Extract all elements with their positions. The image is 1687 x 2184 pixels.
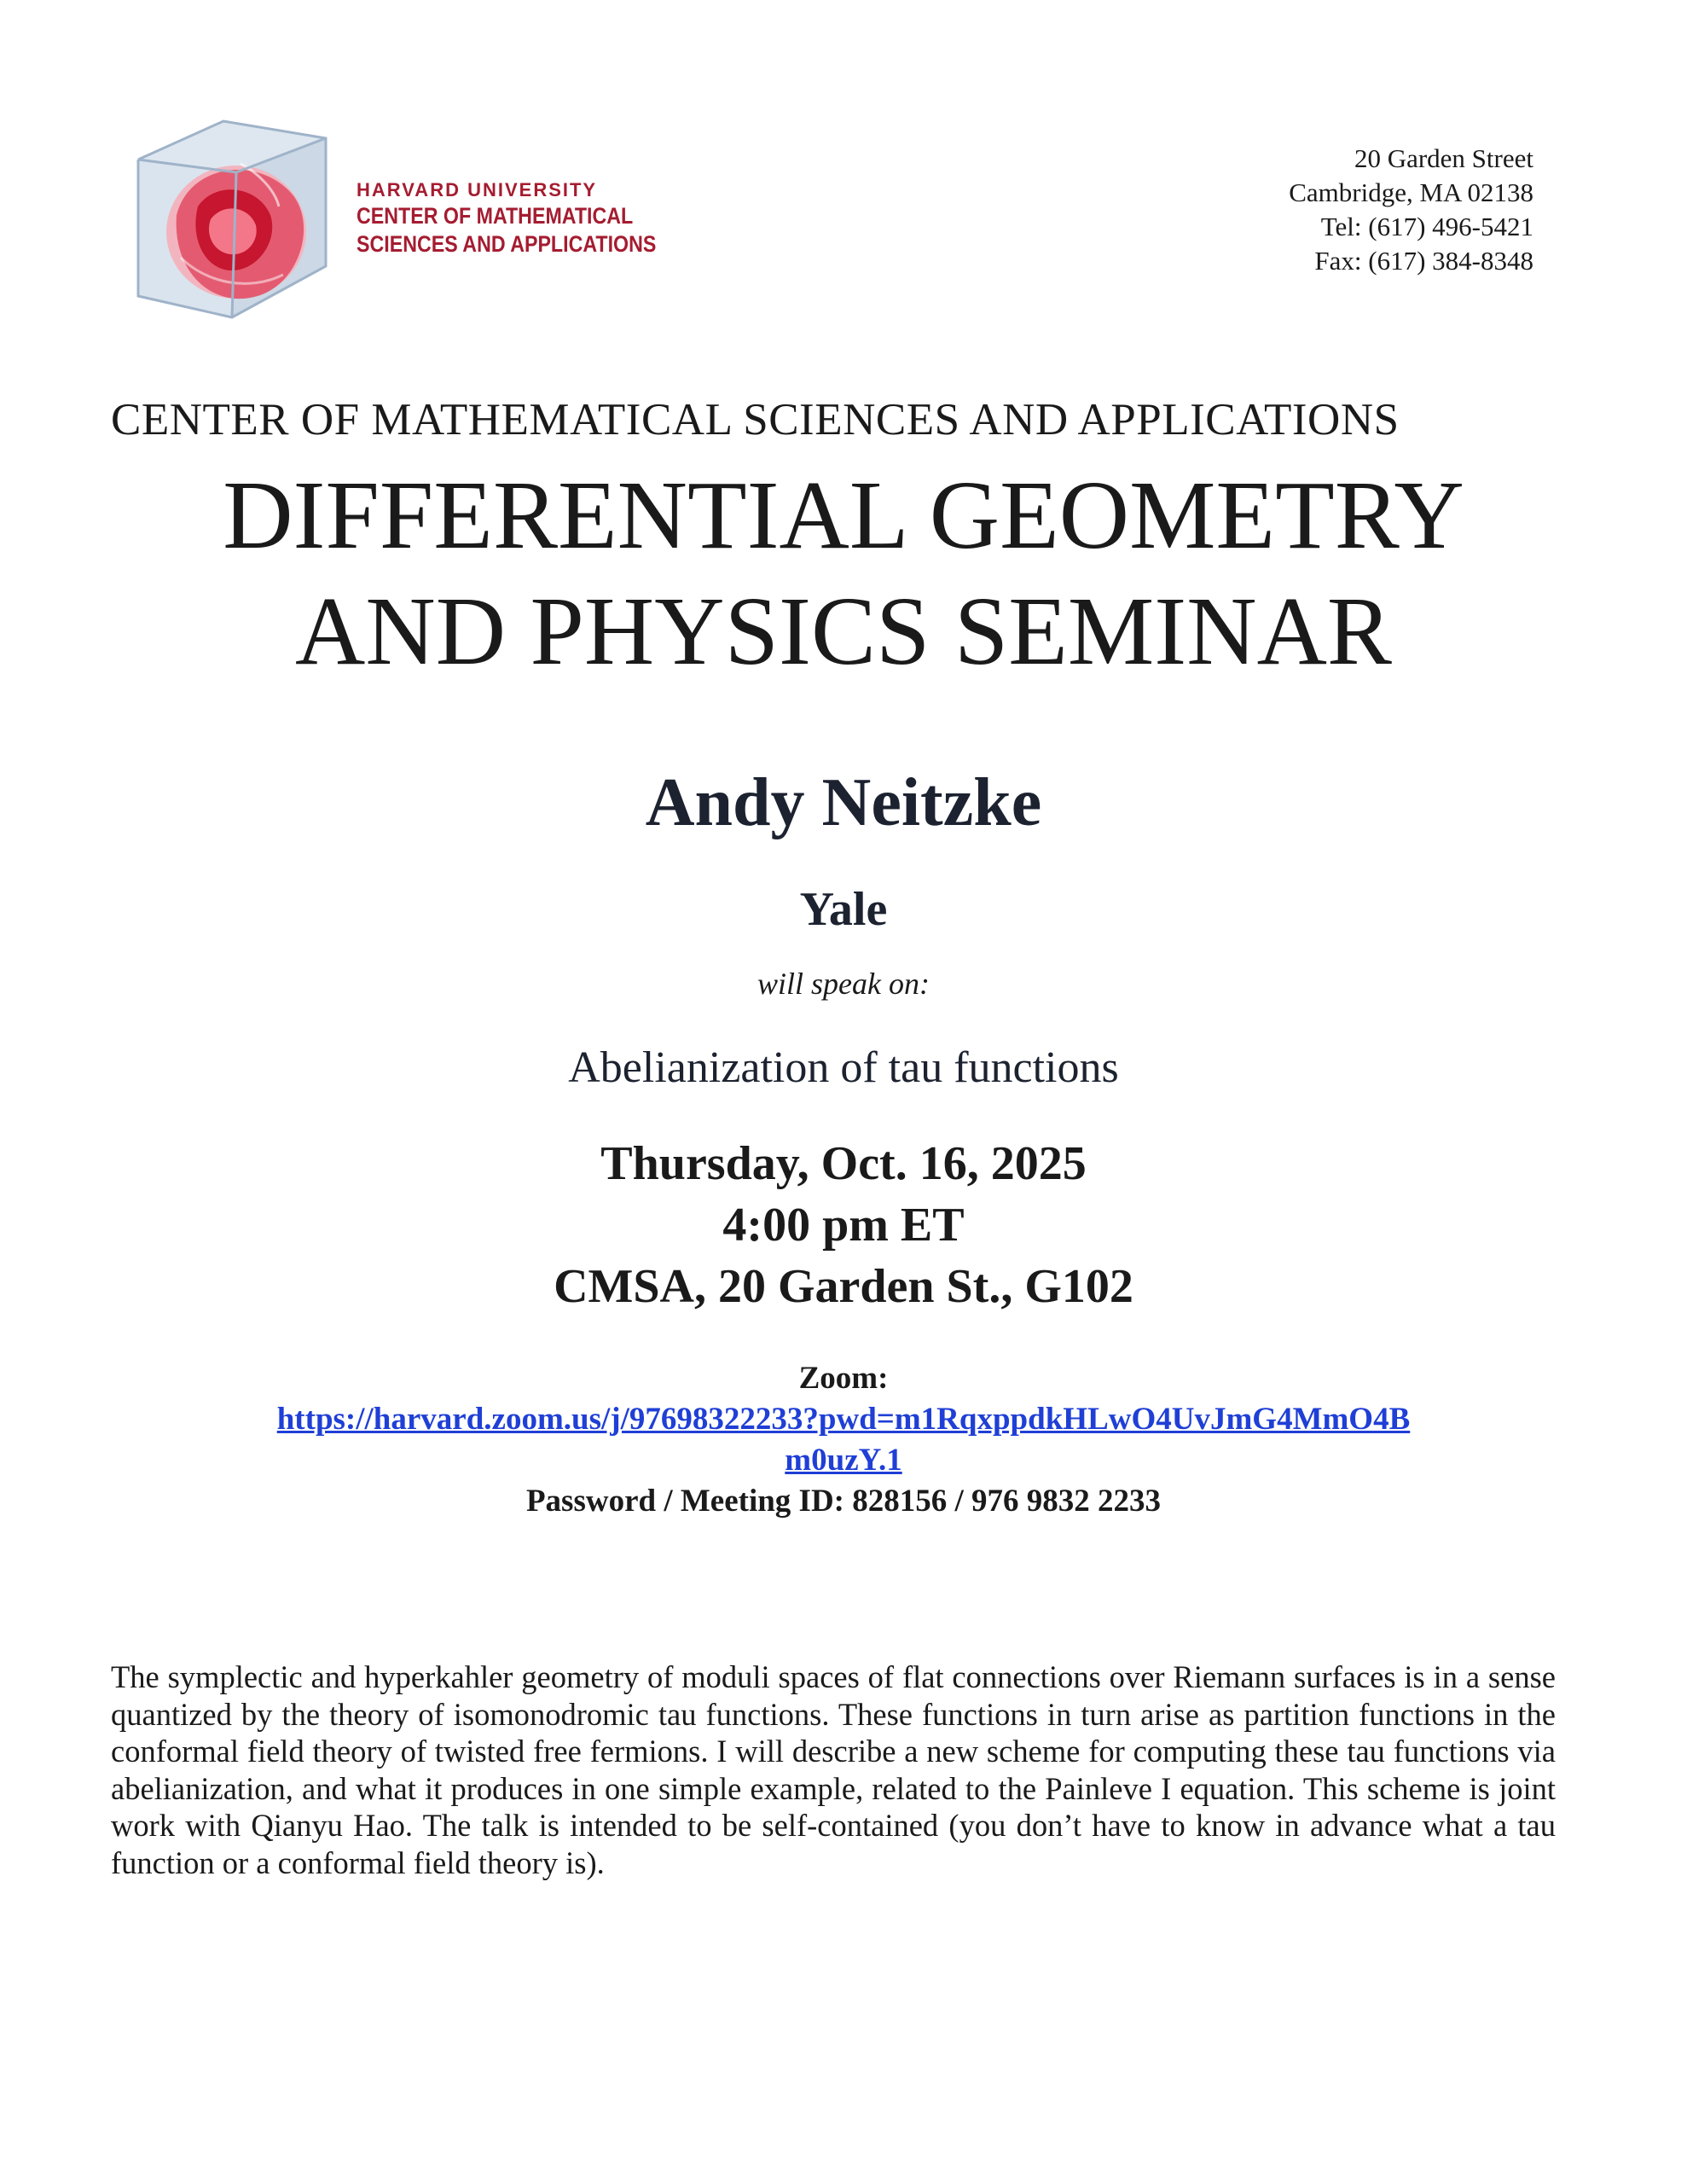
abstract-text: The symplectic and hyperkahler geometry of moduli spaces of flat connections over Riemann surfaces is in a sense quantized by the theory of isomonodromic tau functions. These functions in turn arise as partition functions in the conformal field theory of twisted free fermions. I will describe a new scheme for computing these tau functions via abelianization, and what it produces in one simple example, related to the Painleve I equation. This scheme is joint work with Qianyu Hao. The talk is intended to be self-contained (you don’t have to know in advance what a tau function or a conformal field theory is). — [111, 1659, 1556, 1880]
will-speak-label: will speak on: — [757, 967, 930, 1001]
event-details — [0, 1133, 1687, 1317]
address-block — [1289, 142, 1533, 278]
address-fax: Fax: (617) 384-8348 — [1314, 246, 1533, 276]
address-tel: Tel: (617) 496-5421 — [1320, 212, 1533, 241]
zoom-info — [0, 1358, 1687, 1522]
logo-wordmark — [357, 181, 705, 256]
zoom-link-line-1[interactable]: https://harvard.zoom.us/j/97698322233?pwd=m1RqxppdkHLwO4UvJmG4MmO4B — [276, 1402, 1411, 1437]
zoom-label: Zoom: — [798, 1361, 889, 1396]
event-date: Thursday, Oct. 16, 2025 — [600, 1137, 1087, 1190]
seminar-title — [0, 457, 1687, 689]
event-time: 4:00 pm ET — [722, 1199, 965, 1252]
seminar-title-line-2: AND PHYSICS SEMINAR — [295, 577, 1392, 685]
talk-title: Abelianization of tau functions — [568, 1043, 1119, 1092]
cmsa-logo — [130, 113, 657, 334]
address-city: Cambridge, MA 02138 — [1289, 177, 1533, 207]
cube-logo-icon — [130, 113, 343, 334]
logo-line-3: SCIENCES AND APPLICATIONS — [357, 231, 657, 257]
seminar-title-line-1: DIFFERENTIAL GEOMETRY — [223, 461, 1464, 569]
logo-line-2: CENTER OF MATHEMATICAL — [357, 203, 634, 229]
zoom-link[interactable] — [0, 1399, 1687, 1481]
address-street: 20 Garden Street — [1354, 143, 1533, 173]
zoom-link-line-2[interactable]: m0uzY.1 — [785, 1443, 902, 1478]
speaker-name: Andy Neitzke — [645, 765, 1042, 840]
zoom-credentials: Password / Meeting ID: 828156 / 976 9832 2233 — [525, 1484, 1162, 1519]
center-name-heading: CENTER OF MATHEMATICAL SCIENCES AND APPLICATIONS — [111, 395, 1400, 444]
logo-line-1: HARVARD UNIVERSITY — [357, 179, 598, 200]
event-location: CMSA, 20 Garden St., G102 — [554, 1260, 1133, 1313]
speaker-affiliation: Yale — [799, 883, 888, 936]
